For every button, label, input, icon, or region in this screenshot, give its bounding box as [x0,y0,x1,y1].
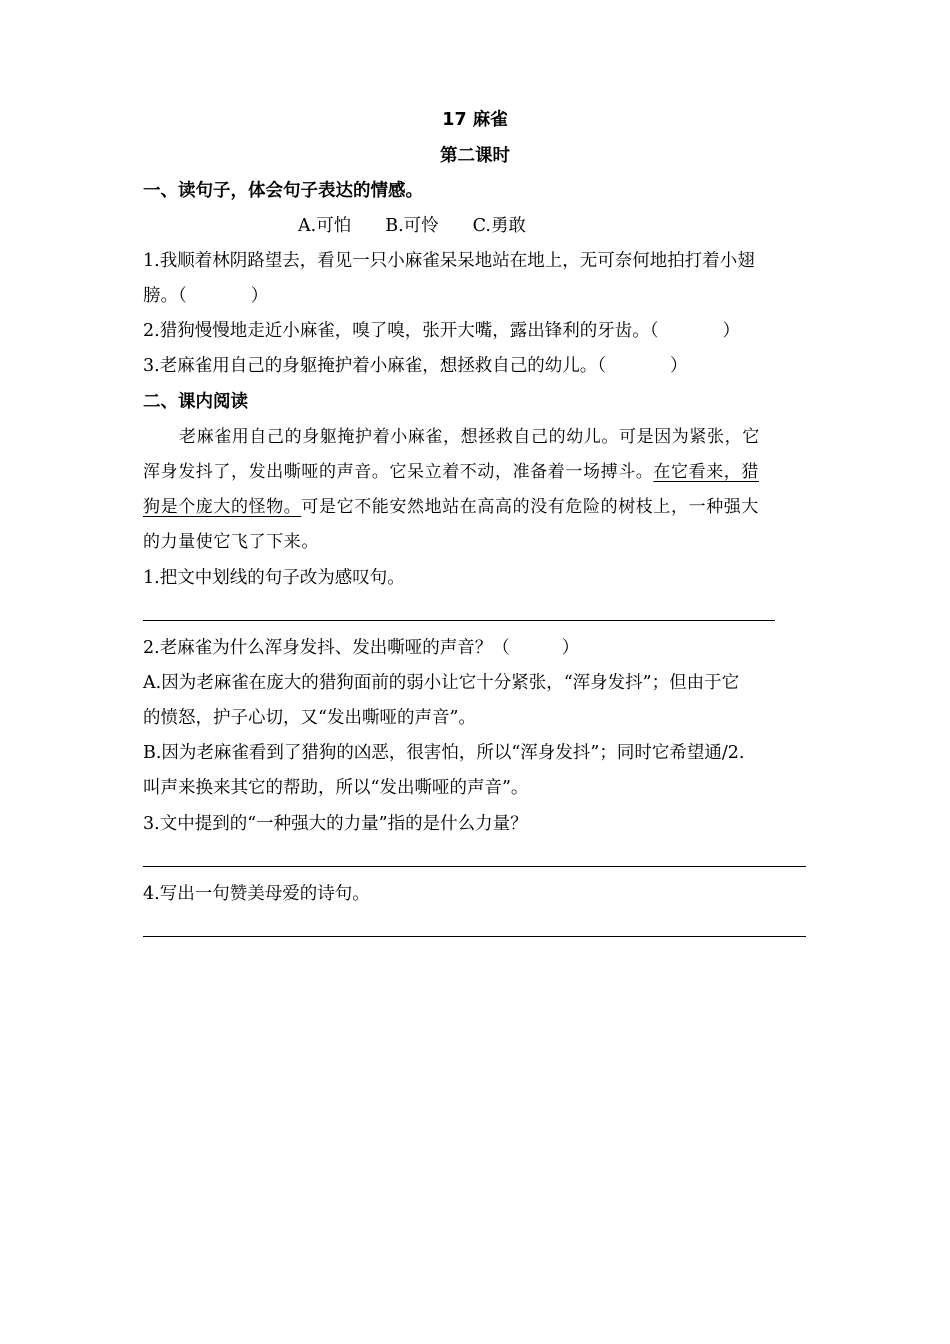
s2-q3: 3.文中提到的“一种强大的力量”指的是什么力量？ [143,814,528,834]
lesson-title: 17 麻雀 [442,110,508,130]
s1-q1-line2: 膀。（ ） [143,286,269,306]
option-a: A.可怕 [298,216,352,236]
underlined-sentence: 在它看来，猎 [653,462,760,482]
underlined-sentence: 狗是个庞大的怪物。 [143,497,302,517]
s2-optA-line1: A.因为老麻雀在庞大的猎狗面前的弱小让它十分紧张，“浑身发抖”；但由于它 [143,673,740,693]
s1-q2: 2.猎狗慢慢地走近小麻雀，嗅了嗅，张开大嘴，露出锋利的牙齿。（ ） [143,321,740,341]
passage-line4: 的力量使它飞了下来。 [143,532,319,552]
s1-q1-line1: 1.我顺着林阴路望去，看见一只小麻雀呆呆地站在地上，无可奈何地拍打着小翅 [143,251,755,271]
s2-optA-line2: 的愤怒，护子心切，又“发出嘶哑的声音”。 [143,708,476,728]
s2-optB-line1: B.因为老麻雀看到了猎狗的凶恶，很害怕，所以“浑身发抖”；同时它希望通/2. [143,743,745,763]
answer-line[interactable] [143,866,806,867]
s2-q1: 1.把文中划线的句子改为感叹句。 [143,568,405,588]
section2-heading: 二、课内阅读 [143,392,248,412]
passage-line3: 狗是个庞大的怪物。可是它不能安然地站在高高的没有危险的树枝上，一种强大 [143,497,760,517]
option-b: B.可怜 [385,216,439,236]
option-c: C.勇敢 [472,216,526,236]
s2-q4: 4.写出一句赞美母爱的诗句。 [143,884,370,904]
passage-line1: 老麻雀用自己的身躯掩护着小麻雀，想拯救自己的幼儿。可是因为紧张，它 [179,427,760,447]
answer-line[interactable] [143,936,806,937]
answer-line[interactable] [143,620,775,621]
section1-heading: 一、读句子，体会句子表达的情感。 [143,181,423,201]
passage-line2: 浑身发抖了，发出嘶哑的声音。它呆立着不动，准备着一场搏斗。在它看来，猎 [143,462,760,482]
s2-optB-line2: 叫声来换来其它的帮助，所以“发出嘶哑的声音”。 [143,778,529,798]
emotion-options [298,214,560,238]
s1-q3: 3.老麻雀用自己的身躯掩护着小麻雀，想拯救自己的幼儿。（ ） [143,356,688,376]
s2-q2: 2.老麻雀为什么浑身发抖、发出嘶哑的声音？（ ） [143,638,580,658]
lesson-subtitle: 第二课时 [440,146,510,166]
